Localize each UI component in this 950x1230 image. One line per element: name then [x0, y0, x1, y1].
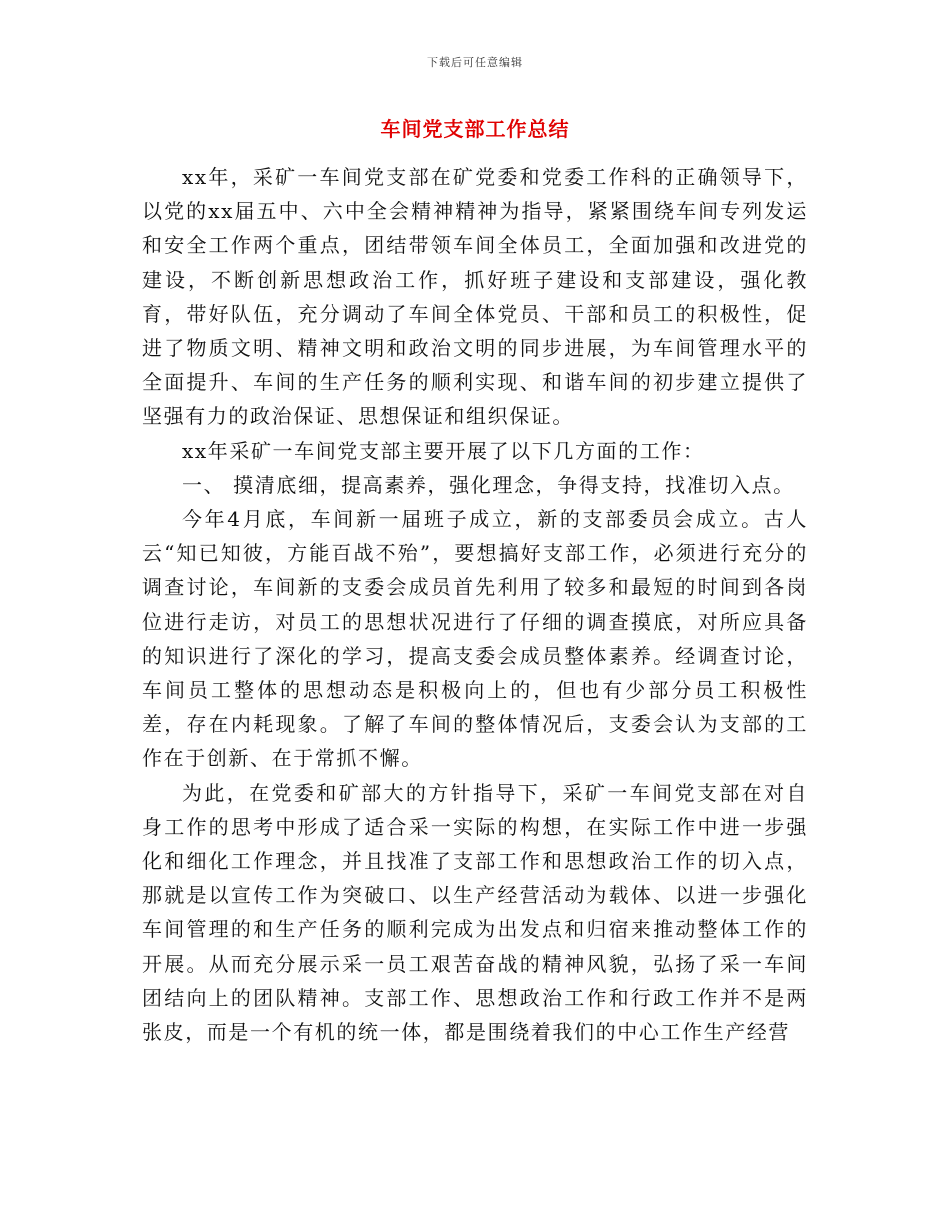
section-heading-1: 一、 摸清底细，提高素养，强化理念，争得支持，找准切入点。 — [182, 472, 795, 497]
paragraph-overview: xx年采矿一车间党支部主要开展了以下几方面的工作： — [182, 438, 705, 463]
header-note: 下载后可任意编辑 — [427, 56, 523, 69]
document-title: 车间党支部工作总结 — [380, 117, 570, 141]
paragraph-april: 今年4月底，车间新一届班子成立，新的支部委员会成立。古人云“知已知彼，方能百战不殆”，要想搞好支部工作，必须进行充分的调查讨论，车间新的支委会成员首先利用了较多和最短的时间到各岗位进行走访，对员工的思想状况进行了仔细的调查摸底，对所应具备的知识进行了深化的学习，提高支委会成员整体素养。经调查讨论，车间员工整体的思想动态是积极向上的，但也有少部分员工积极性差，存在内耗现象。了解了车间的整体情况后，支委会认为支部的工作在于创新、在于常抓不懈。 — [142, 507, 808, 771]
paragraph-approach: 为此，在党委和矿部大的方针指导下，采矿一车间党支部在对自身工作的思考中形成了适合采一实际的构想，在实际工作中进一步强化和细化工作理念，并且找准了支部工作和思想政治工作的切入点，那就是以宣传工作为突破口、以生产经营活动为载体、以进一步强化车间管理的和生产任务的顺利完成为出发点和归宿来推动整体工作的开展。从而充分展示采一员工艰苦奋战的精神风貌，弘扬了采一车间团结向上的团队精神。支部工作、思想政治工作和行政工作并不是两张皮，而是一个有机的统一体，都是围绕着我们的中心工作生产经营 — [142, 780, 808, 1045]
document-body — [142, 160, 808, 1049]
paragraph-intro: xx年，采矿一车间党支部在矿党委和党委工作科的正确领导下，以党的xx届五中、六中全会精神精神为指导，紧紧围绕车间专列发运和安全工作两个重点，团结带领车间全体员工，全面加强和改进党的建设，不断创新思想政治工作，抓好班子建设和支部建设，强化教育，带好队伍，充分调动了车间全体党员、干部和员工的积极性，促进了物质文明、精神文明和政治文明的同步进展，为车间管理水平的全面提升、车间的生产任务的顺利实现、和谐车间的初步建立提供了坚强有力的政治保证、思想保证和组织保证。 — [142, 165, 808, 429]
